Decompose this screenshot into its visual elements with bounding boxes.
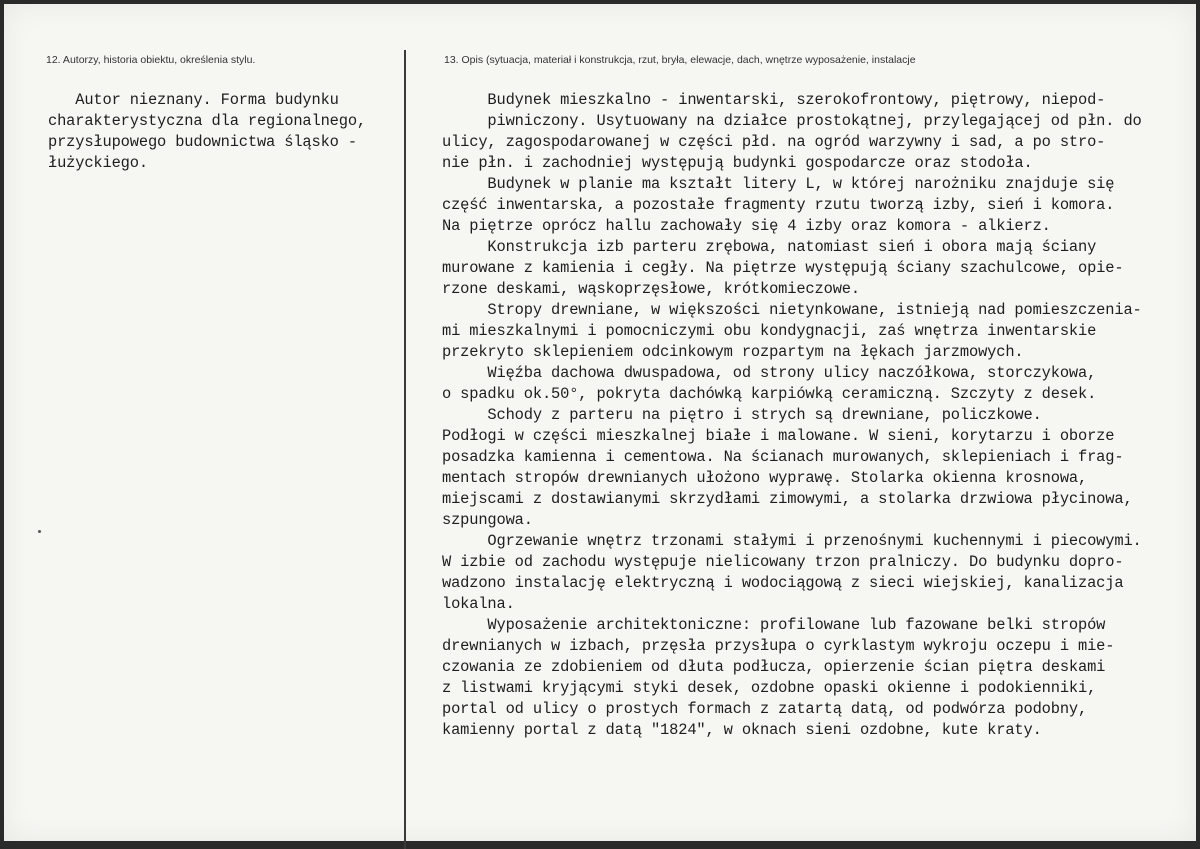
- text-line: W izbie od zachodu występuje nielicowany trzon pralniczy. Do budynku dopro-: [442, 553, 1124, 571]
- text-line: kamienny portal z datą "1824", w oknach sieni ozdobne, kute kraty.: [442, 721, 1042, 739]
- text-line: portal od ulicy o prostych formach z zatartą datą, od podwórza podobny,: [442, 700, 1088, 718]
- text-line: piwniczony. Usytuowany na działce prostokątnej, przylegającej od płn. do: [442, 112, 1142, 130]
- text-line: wadzono instalację elektryczną i wodociągową z sieci wiejskiej, kanalizacja: [442, 574, 1124, 592]
- text-line: Budynek w planie ma kształt litery L, w której narożniku znajduje się: [442, 175, 1115, 193]
- text-line: posadzka kamienna i cementowa. Na ścianach murowanych, sklepieniach i frag-: [442, 448, 1124, 466]
- text-line: mi mieszkalnymi i pomocniczymi obu kondygnacji, zaś wnętrza inwentarskie: [442, 322, 1097, 340]
- column-divider: [404, 50, 406, 849]
- text-line: Ogrzewanie wnętrz trzonami stałymi i przenośnymi kuchennymi i piecowymi.: [442, 532, 1142, 550]
- text-line: murowane z kamienia i cegły. Na piętrze występują ściany szachulcowe, opie-: [442, 259, 1124, 277]
- text-line: Podłogi w części mieszkalnej białe i malowane. W sieni, korytarzu i oborze: [442, 427, 1115, 445]
- text-line: Wyposażenie architektoniczne: profilowane lub fazowane belki stropów: [442, 616, 1106, 634]
- text-line: szpungowa.: [442, 511, 533, 529]
- description-text: [442, 90, 1200, 741]
- text-line: drewnianych w izbach, przęsła przysłupa o cyrklastym wykroju oczepu i mie-: [442, 637, 1115, 655]
- text-line: rzone deskami, wąskoprzęsłowe, krótkomieczowe.: [442, 280, 860, 298]
- authors-history-text: [48, 90, 398, 174]
- paper-speck: [38, 530, 41, 533]
- section-13-header: 13. Opis (sytuacja, materiał i konstrukcja, rzut, bryła, elewacje, dach, wnętrze wyposażenie, instalacje: [444, 54, 916, 66]
- text-line: Autor nieznany. Forma budynku: [48, 91, 339, 109]
- section-12-header: 12. Autorzy, historia obiektu, określenia stylu.: [46, 54, 256, 66]
- text-line: charakterystyczna dla regionalnego,: [48, 112, 367, 130]
- document-card: [4, 4, 1196, 841]
- text-line: część inwentarska, a pozostałe fragmenty rzutu tworzą izby, sień i komora.: [442, 196, 1115, 214]
- text-line: czowania ze zdobieniem od dłuta podłucza, opierzenie ścian piętra deskami: [442, 658, 1106, 676]
- text-line: Stropy drewniane, w większości nietynkowane, istnieją nad pomieszczenia-: [442, 301, 1142, 319]
- text-line: lokalna.: [442, 595, 515, 613]
- text-line: z listwami kryjącymi styki desek, ozdobne opaski okienne i podokienniki,: [442, 679, 1097, 697]
- text-line: nie płn. i zachodniej występują budynki gospodarcze oraz stodoła.: [442, 154, 1033, 172]
- text-line: miejscami z dostawianymi skrzydłami zimowymi, a stolarka drzwiowa płycinowa,: [442, 490, 1133, 508]
- text-line: przysłupowego budownictwa śląsko -: [48, 133, 357, 151]
- text-line: Schody z parteru na piętro i strych są drewniane, policzkowe.: [442, 406, 1042, 424]
- text-line: Budynek mieszkalno - inwentarski, szerokofrontowy, piętrowy, niepod-: [442, 91, 1106, 109]
- text-line: o spadku ok.50°, pokryta dachówką karpiówką ceramiczną. Szczyty z desek.: [442, 385, 1097, 403]
- text-line: łużyckiego.: [48, 154, 148, 172]
- text-line: mentach stropów drewnianych ułożono wyprawę. Stolarka okienna krosnowa,: [442, 469, 1088, 487]
- text-line: ulicy, zagospodarowanej w części płd. na ogród warzywny i sad, a po stro-: [442, 133, 1106, 151]
- text-line: Więźba dachowa dwuspadowa, od strony ulicy naczółkowa, storczykowa,: [442, 364, 1097, 382]
- text-line: Konstrukcja izb parteru zrębowa, natomiast sień i obora mają ściany: [442, 238, 1097, 256]
- text-line: Na piętrze oprócz hallu zachowały się 4 izby oraz komora - alkierz.: [442, 217, 1051, 235]
- text-line: przekryto sklepieniem odcinkowym rozpartym na łękach jarzmowych.: [442, 343, 1024, 361]
